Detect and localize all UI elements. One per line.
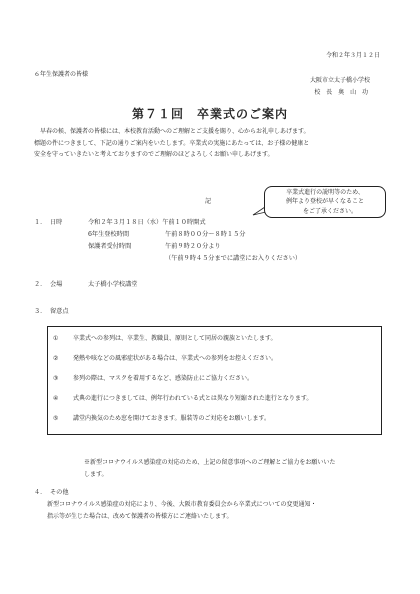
reception-label: 保護者受付時間 (88, 243, 132, 250)
ki-heading: 記 (205, 198, 212, 205)
section-number: ２． (34, 281, 47, 288)
arrival-time: 午前８時００分～８時１５分 (165, 231, 246, 238)
corona-line: ※新型コロナウイルス感染症の対応のため、上記の留意事項へのご理解とご協力をお願いいた (84, 459, 336, 466)
venue-value: 太子橋小学校講堂 (88, 281, 138, 288)
page-title: 第７１回 卒業式のご案内 (131, 107, 288, 121)
note-text: 発熱や咳などの風邪症状がある場合は、卒業式への参列をお控えください。 (73, 355, 278, 362)
note-text: 参列の際は、マスクを着用するなど、感染防止にご協力ください。 (73, 375, 254, 382)
reception-note: （午前９時４５分までに講堂にお入りください） (165, 255, 302, 262)
callout-bubble (264, 186, 386, 218)
other-line: 新型コロナウイルス感染症の対応により、今後、大阪市教育委員会から卒業式についての変更通知・ (47, 501, 317, 508)
note-mark: ③ (53, 375, 59, 382)
note-text: 講堂内換気のため窓を開けておきます。服装等のご対応をお願いします。 (73, 415, 271, 422)
note-mark: ④ (53, 395, 59, 402)
note-item (53, 393, 312, 402)
section-number: ４． (34, 489, 47, 496)
section-label-other: その他 (50, 489, 69, 496)
letter-date: 令和２年３月１２日 (325, 52, 380, 59)
intro-line: 標題の件につきまして、下記の通りご案内をいたします。卒業式の実施にあたっては、お子様の健康と (34, 139, 310, 147)
note-item (53, 333, 277, 342)
principal-signature: 校 長 奥 山 功 (314, 89, 370, 96)
intro-line: 早春の候、保護者の皆様には、本校教育活動へのご理解とご支援を賜り、心からお礼申しあげます。 (40, 128, 310, 135)
corona-notice (84, 457, 384, 481)
ceremony-date: 令和２年３月１８日（水）午前１０時開式 (88, 219, 206, 226)
reception-time: 午前９時２０分より (165, 243, 221, 250)
arrival-label: 6年生登校時間 (88, 231, 130, 238)
callout-line: 例年より登校が早くなること (285, 198, 364, 206)
corona-line: します。 (84, 470, 108, 478)
note-item (53, 353, 277, 362)
addressee: ６年生保護者の皆様 (34, 71, 89, 78)
school-name: 大阪市立太子橋小学校 (309, 77, 370, 84)
callout-line: 卒業式進行の説明等のため、 (286, 188, 364, 196)
section-label-datetime: 日時 (50, 219, 63, 226)
note-text: 卒業式への参列は、卒業生、教職員、原則として同居の親族といたします。 (73, 335, 277, 342)
section-label-notes: 留意点 (50, 308, 69, 315)
section-number: ３． (34, 308, 47, 315)
note-mark: ⑤ (53, 415, 59, 422)
callout-line: をご了承ください。 (302, 207, 357, 215)
note-text: 式典の進行につきましては、例年行われている式とは異なり短縮された進行となります。 (73, 395, 313, 402)
intro-line: 安全を守っていきたいと考えておりますのでご理解のほどよろしくお願い申しあげます。 (34, 151, 274, 159)
intro-paragraph (34, 126, 389, 161)
section-label-venue: 会場 (50, 281, 63, 288)
other-paragraph (47, 499, 387, 522)
section-number: １． (34, 219, 47, 226)
note-item (53, 413, 270, 422)
other-line: 指示等が生じた場合は、改めて保護者の皆様方にご連絡いたします。 (47, 512, 233, 520)
note-mark: ① (53, 335, 59, 342)
note-item (53, 373, 253, 382)
note-mark: ② (53, 355, 59, 362)
